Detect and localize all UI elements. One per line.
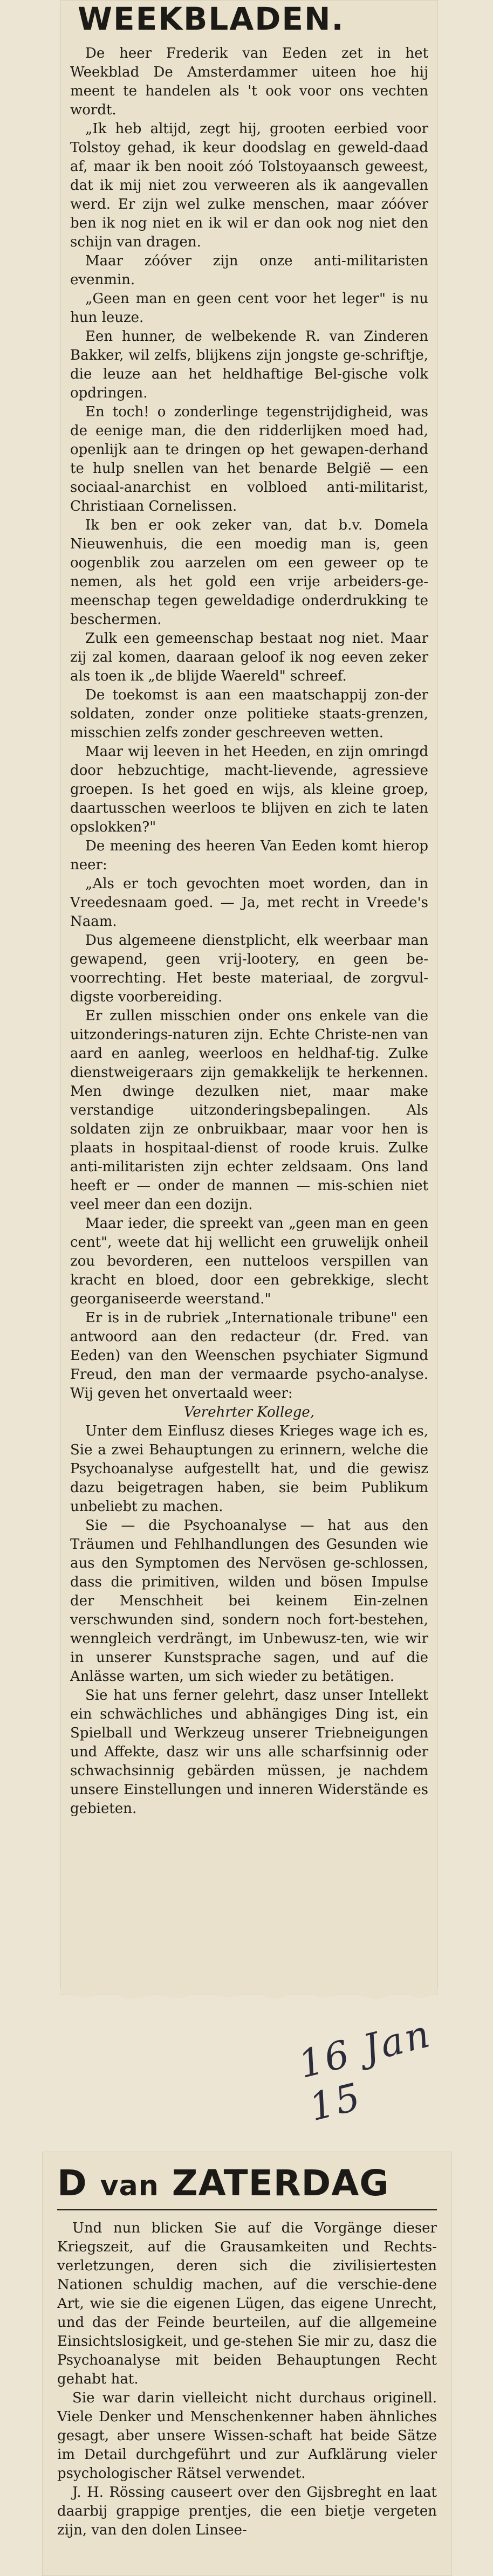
- article-paragraph: J. H. Rössing causeert over den Gijsbreght en laat daarbij grappige prentjes, die een bietje vergeten zijn, van den dolen Linsee-: [57, 2484, 437, 2538]
- article-paragraph: Sie war darin vielleicht nicht durchaus originell. Viele Denker und Menschenkenner haben ähnliches gesagt, aber unsere Wissen-schaft hat beide Sätze im Detail durchgeführt und zur Aufklärung vieler psychologischer Rätsel verwendet.: [57, 2390, 437, 2482]
- newspaper-clipping-zaterdag: [42, 2152, 452, 2576]
- article-paragraph: De toekomst is aan een maatschappij zon-der soldaten, zonder onze politieke staats-grenzen, misschien zelfs zonder geschreeven wetten.: [70, 687, 428, 741]
- article-paragraph: Er zullen misschien onder ons enkele van die uitzonderings-naturen zijn. Echte Christe-nen van aard en aanleg, weerloos en heldhaf-tig. Zulke dienstweigeraars zijn gemakkelijk te herkennen. Men dwinge dezulken niet, maar make verstandige uitzonderingsbepalingen. Als soldaten zijn ze onbruikbaar, maar voor hen is plaats in hospitaal-dienst of roode kruis. Zulke anti-militaristen zijn echter zeldsaam. Ons land heeft er — onder de mannen — mis-schien niet veel meer dan een dozijn.: [70, 1008, 428, 1213]
- article-paragraph: Und nun blicken Sie auf die Vorgänge dieser Kriegszeit, auf die Grausamkeiten und Rechts-verletzungen, deren sich die zivilisiertesten Nationen schuldig machen, auf die verschie-dene Art, wie sie die eigenen Lügen, das eigene Unrecht, und das der Feinde beurteilen, auf die allgemeine Einsichtslosigkeit, und ge-stehen Sie mir zu, dasz die Psychoanalyse mit beiden Behauptungen Recht gehabt hat.: [57, 2220, 437, 2387]
- article-paragraph: Maar zóóver zijn onze anti-militaristen evenmin.: [70, 253, 428, 288]
- article-paragraph: Er is in de rubriek „Internationale tribune" een antwoord aan den redacteur (dr. Fred. van Eeden) van den Weenschen psychiater Sigmund Freud, den man der vermaarde psycho-analyse. Wij geven het onvertaald weer:: [70, 1310, 428, 1402]
- article-paragraph: „Als er toch gevochten moet worden, dan in Vreedesnaam goed. — Ja, met recht in Vreede's Naam.: [70, 876, 428, 930]
- article-paragraph: En toch! o zonderlinge tegenstrijdigheid, was de eenige man, die den ridderlijken moed had, openlijk aan te dringen op het gewapen-derhand te hulp snellen van het benarde België — een sociaal-anarchist en volbloed anti-militarist, Christiaan Cornelissen.: [70, 404, 428, 514]
- article-paragraph: Maar ieder, die spreekt van „geen man en geen cent", weete dat hij wellicht een gruwelijk onheil zou bevorderen, een nutteloos verspillen van kracht en bloed, door een gebrekkige, slecht georganiseerde weerstand.": [70, 1215, 428, 1307]
- headline-letter: D: [57, 2162, 87, 2204]
- article-paragraph: Zulk een gemeenschap bestaat nog niet. Maar zij zal komen, daaraan geloof ik nog eeven zeker als toen ik „de blijde Waereld" schreef.: [70, 630, 428, 684]
- article-paragraph: De meening des heeren Van Eeden komt hierop neer:: [70, 838, 428, 873]
- letter-salutation: Verehrter Kollege,: [184, 1404, 314, 1420]
- article-paragraph: Maar wij leeven in het Heeden, en zijn omringd door hebzuchtige, macht-lievende, agressieve groepen. Is het goed en wijs, als kleine groep, daartusschen weerloos te blijven en zich te laten opslokken?": [70, 744, 428, 835]
- article-paragraph: Sie — die Psychoanalyse — hat aus den Träumen und Fehlhandlungen des Gesunden wie aus den Symptomen des Nervösen ge-schlossen, dass die primitiven, wilden und bösen Impulse der Menschheit bei keinem Ein-zelnen verschwunden sind, sondern noch fort-bestehen, wenngleich verdrängt, im Unbewusz-ten, wie wir in unserer Kunstsprache sagen, und auf die Anlässe warten, um sich wieder zu betätigen.: [70, 1517, 428, 1685]
- clipping-headline: [57, 2162, 437, 2204]
- article-paragraph: „Ik heb altijd, zegt hij, grooten eerbied voor Tolstoy gehad, ik keur doodslag en geweld-daad af, maar ik ben nooit zóó Tolstoyaansch geweest, dat ik mij niet zou verweeren als ik aangevallen werd. Er zijn wel zulke menschen, maar zóóver ben ik nog niet en ik wil er dan ook nog niet den schijn van dragen.: [70, 121, 428, 250]
- divider: [57, 2209, 437, 2210]
- handwritten-date-note: 16 Jan 15: [294, 2011, 436, 2130]
- article-paragraph: Ik ben er ook zeker van, dat b.v. Domela Nieuwenhuis, die een moedig man is, geen oogenblik zou aarzelen om een geweer op te nemen, als het gold een vrije arbeiders-ge-meenschap tegen geweldadige onderdrukking te beschermen.: [70, 517, 428, 628]
- newspaper-clipping-weekbladen: [60, 0, 438, 1995]
- article-paragraph: De heer Frederik van Eeden zet in het Weekblad De Amsterdammer uiteen hoe hij meent te handelen als 't ook voor ons vechten wordt.: [70, 45, 428, 118]
- headline-van: van: [100, 2170, 159, 2202]
- article-paragraph: Sie hat uns ferner gelehrt, dasz unser Intellekt ein schwächliches und abhängiges Ding ist, ein Spielball und Werkzeug unserer Triebneigungen und Affekte, dasz wir uns alle scharfsinnig oder schwachsinnig gebärden müssen, je nachdem unsere Einstellungen und inneren Widerstände es gebieten.: [70, 1687, 428, 1817]
- article-paragraph: Unter dem Einflusz dieses Krieges wage ich es, Sie a zwei Behauptungen zu erinnern, welche die Psychoanalyse aufgestellt hat, und die gewisz dazu beigetragen haben, sie beim Publikum unbeliebt zu machen.: [70, 1423, 428, 1515]
- article-paragraph: Een hunner, de welbekende R. van Zinderen Bakker, wil zelfs, blijkens zijn jongste ge-schriftje, die leuze aan het heldhaftige Bel-gische volk opdringen.: [70, 328, 428, 401]
- headline-main: ZATERDAG: [172, 2162, 389, 2204]
- article-paragraph: Dus algemeene dienstplicht, elk weerbaar man gewapend, geen vrij-lootery, en geen be-voorrechting. Het beste materiaal, de zorgvul-digste voorbereiding.: [70, 932, 428, 1005]
- article-paragraph: „Geen man en geen cent voor het leger" is nu hun leuze.: [70, 291, 428, 326]
- torn-edge: [0, 1989, 493, 2005]
- clipping-headline: WEEKBLADEN.: [78, 1, 345, 37]
